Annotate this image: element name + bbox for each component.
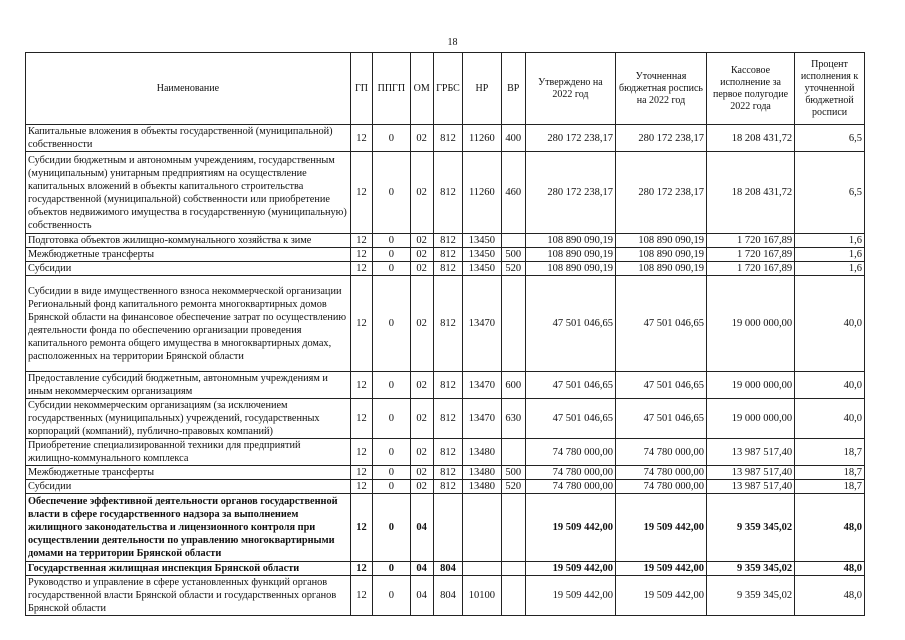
header-refined: Уточненная бюджетная роспись на 2022 год	[615, 53, 706, 125]
cell-om: 04	[410, 576, 433, 616]
cell-np: 13480	[463, 439, 501, 466]
cell-grbs	[433, 494, 462, 562]
cell-grbs: 812	[433, 480, 462, 494]
cell-om: 02	[410, 276, 433, 372]
cell-grbs: 812	[433, 399, 462, 439]
table-row	[26, 576, 865, 616]
cell-ppgp: 0	[373, 494, 410, 562]
cell-approved: 47 501 046,65	[525, 372, 615, 399]
cell-vr	[501, 562, 525, 576]
header-grbs: ГРБС	[433, 53, 462, 125]
cell-np: 10100	[463, 576, 501, 616]
cell-grbs: 812	[433, 125, 462, 152]
cell-ppgp: 0	[373, 125, 410, 152]
cell-percent: 40,0	[795, 372, 865, 399]
cell-vr	[501, 494, 525, 562]
cell-percent: 18,7	[795, 466, 865, 480]
cell-name: Приобретение специализированной техники для предприятий жилищно-коммунального комплекса	[26, 439, 351, 466]
cell-ppgp: 0	[373, 466, 410, 480]
table-row	[26, 399, 865, 439]
cell-percent: 48,0	[795, 576, 865, 616]
cell-np: 13480	[463, 480, 501, 494]
cell-name: Субсидии	[26, 262, 351, 276]
cell-name: Субсидии в виде имущественного взноса некоммерческой организации Региональный фонд капитального ремонта многоквартирных домов Брянской области на финансовое обеспечение затрат по осуществлению деятельности фонда по обеспечению организации проведения капитального ремонта общего имущества в многоквартирных домах, расположенных на территории Брянской области	[26, 276, 351, 372]
cell-grbs: 812	[433, 248, 462, 262]
table-row	[26, 372, 865, 399]
cell-percent: 18,7	[795, 480, 865, 494]
cell-om: 04	[410, 562, 433, 576]
cell-gp: 12	[350, 276, 372, 372]
cell-grbs: 812	[433, 152, 462, 234]
cell-percent: 1,6	[795, 234, 865, 248]
header-name: Наименование	[26, 53, 351, 125]
cell-name: Субсидии	[26, 480, 351, 494]
cell-refined: 108 890 090,19	[615, 234, 706, 248]
table-row	[26, 466, 865, 480]
cell-np	[463, 494, 501, 562]
cell-vr	[501, 439, 525, 466]
cell-gp: 12	[350, 152, 372, 234]
cell-vr: 460	[501, 152, 525, 234]
table-row	[26, 480, 865, 494]
cell-om: 02	[410, 480, 433, 494]
cell-refined: 47 501 046,65	[615, 276, 706, 372]
cell-ppgp: 0	[373, 576, 410, 616]
cell-approved: 108 890 090,19	[525, 262, 615, 276]
cell-percent: 1,6	[795, 262, 865, 276]
header-vr: ВР	[501, 53, 525, 125]
cell-percent: 18,7	[795, 439, 865, 466]
table-row	[26, 248, 865, 262]
page-number: 18	[447, 37, 458, 48]
cell-approved: 108 890 090,19	[525, 234, 615, 248]
cell-np: 13450	[463, 248, 501, 262]
cell-refined: 47 501 046,65	[615, 399, 706, 439]
header-row	[26, 53, 865, 125]
table-row	[26, 234, 865, 248]
cell-cash: 13 987 517,40	[707, 480, 795, 494]
cell-gp: 12	[350, 399, 372, 439]
cell-grbs: 812	[433, 439, 462, 466]
cell-om: 02	[410, 234, 433, 248]
cell-np: 11260	[463, 152, 501, 234]
cell-ppgp: 0	[373, 562, 410, 576]
header-percent: Процент исполнения к уточненной бюджетной росписи	[795, 53, 865, 125]
cell-refined: 108 890 090,19	[615, 262, 706, 276]
cell-ppgp: 0	[373, 248, 410, 262]
cell-refined: 19 509 442,00	[615, 494, 706, 562]
cell-name: Государственная жилищная инспекция Брянской области	[26, 562, 351, 576]
cell-approved: 19 509 442,00	[525, 494, 615, 562]
cell-gp: 12	[350, 372, 372, 399]
cell-ppgp: 0	[373, 276, 410, 372]
cell-name: Подготовка объектов жилищно-коммунального хозяйства к зиме	[26, 234, 351, 248]
cell-cash: 19 000 000,00	[707, 372, 795, 399]
cell-percent: 6,5	[795, 125, 865, 152]
cell-percent: 1,6	[795, 248, 865, 262]
cell-cash: 9 359 345,02	[707, 562, 795, 576]
cell-vr: 500	[501, 466, 525, 480]
cell-vr	[501, 576, 525, 616]
cell-np: 13470	[463, 399, 501, 439]
table-row	[26, 125, 865, 152]
cell-cash: 18 208 431,72	[707, 125, 795, 152]
cell-om: 02	[410, 372, 433, 399]
cell-approved: 108 890 090,19	[525, 248, 615, 262]
cell-grbs: 812	[433, 372, 462, 399]
cell-grbs: 812	[433, 466, 462, 480]
header-ppgp: ППГП	[373, 53, 410, 125]
budget-table	[25, 52, 865, 616]
cell-np: 13450	[463, 262, 501, 276]
cell-np: 13470	[463, 372, 501, 399]
cell-grbs: 812	[433, 262, 462, 276]
cell-cash: 1 720 167,89	[707, 234, 795, 248]
cell-gp: 12	[350, 562, 372, 576]
cell-approved: 74 780 000,00	[525, 480, 615, 494]
table-body	[26, 125, 865, 616]
cell-name: Субсидии бюджетным и автономным учреждениям, государственным (муниципальным) унитарным предприятиям на осуществление капитальных вложений в объекты капитального строительства государственной (муниципальной) собственности или приобретение объектов недвижимого имущества в государственную (муниципальную) собственность	[26, 152, 351, 234]
cell-approved: 19 509 442,00	[525, 562, 615, 576]
cell-om: 02	[410, 262, 433, 276]
cell-refined: 280 172 238,17	[615, 125, 706, 152]
cell-np: 11260	[463, 125, 501, 152]
cell-name: Обеспечение эффективной деятельности органов государственной власти в сфере государственного надзора за выполнением жилищного законодательства и лицензионного контроля при осуществлении деятельности по управлению многоквартирными домами на территории Брянской области	[26, 494, 351, 562]
cell-gp: 12	[350, 234, 372, 248]
cell-ppgp: 0	[373, 372, 410, 399]
cell-gp: 12	[350, 125, 372, 152]
cell-gp: 12	[350, 248, 372, 262]
table-row	[26, 152, 865, 234]
cell-vr	[501, 276, 525, 372]
cell-refined: 280 172 238,17	[615, 152, 706, 234]
cell-cash: 13 987 517,40	[707, 466, 795, 480]
cell-cash: 19 000 000,00	[707, 399, 795, 439]
cell-percent: 48,0	[795, 562, 865, 576]
cell-cash: 9 359 345,02	[707, 576, 795, 616]
cell-np	[463, 562, 501, 576]
cell-np: 13470	[463, 276, 501, 372]
header-cash: Кассовое исполнение за первое полугодие 2022 года	[707, 53, 795, 125]
cell-gp: 12	[350, 480, 372, 494]
cell-grbs: 812	[433, 276, 462, 372]
table-row	[26, 439, 865, 466]
cell-name: Субсидии некоммерческим организациям (за исключением государственных (муниципальных) учреждений, государственных корпораций (компаний), публично-правовых компаний)	[26, 399, 351, 439]
cell-cash: 1 720 167,89	[707, 262, 795, 276]
cell-approved: 74 780 000,00	[525, 439, 615, 466]
cell-gp: 12	[350, 466, 372, 480]
cell-np: 13450	[463, 234, 501, 248]
header-np: НР	[463, 53, 501, 125]
cell-ppgp: 0	[373, 399, 410, 439]
cell-name: Руководство и управление в сфере установленных функций органов государственной власти Брянской области и государственных органов Брянской области	[26, 576, 351, 616]
cell-refined: 47 501 046,65	[615, 372, 706, 399]
cell-om: 02	[410, 125, 433, 152]
table-row	[26, 562, 865, 576]
cell-cash: 9 359 345,02	[707, 494, 795, 562]
cell-approved: 19 509 442,00	[525, 576, 615, 616]
header-om: ОМ	[410, 53, 433, 125]
cell-percent: 40,0	[795, 399, 865, 439]
cell-name: Межбюджетные трансферты	[26, 466, 351, 480]
cell-om: 04	[410, 494, 433, 562]
cell-approved: 47 501 046,65	[525, 399, 615, 439]
cell-vr: 520	[501, 262, 525, 276]
cell-percent: 6,5	[795, 152, 865, 234]
cell-grbs: 812	[433, 234, 462, 248]
cell-name: Предоставление субсидий бюджетным, автономным учреждениям и иным некоммерческим организациям	[26, 372, 351, 399]
cell-name: Капитальные вложения в объекты государственной (муниципальной) собственности	[26, 125, 351, 152]
cell-vr: 400	[501, 125, 525, 152]
cell-name: Межбюджетные трансферты	[26, 248, 351, 262]
cell-ppgp: 0	[373, 262, 410, 276]
table-row	[26, 262, 865, 276]
cell-refined: 19 509 442,00	[615, 562, 706, 576]
cell-np: 13480	[463, 466, 501, 480]
table-row	[26, 494, 865, 562]
cell-gp: 12	[350, 576, 372, 616]
cell-refined: 19 509 442,00	[615, 576, 706, 616]
cell-om: 02	[410, 439, 433, 466]
cell-refined: 74 780 000,00	[615, 439, 706, 466]
cell-om: 02	[410, 466, 433, 480]
cell-percent: 40,0	[795, 276, 865, 372]
cell-grbs: 804	[433, 562, 462, 576]
cell-approved: 47 501 046,65	[525, 276, 615, 372]
cell-om: 02	[410, 152, 433, 234]
cell-refined: 108 890 090,19	[615, 248, 706, 262]
cell-ppgp: 0	[373, 234, 410, 248]
cell-cash: 13 987 517,40	[707, 439, 795, 466]
cell-refined: 74 780 000,00	[615, 466, 706, 480]
header-gp: ГП	[350, 53, 372, 125]
cell-gp: 12	[350, 439, 372, 466]
header-approved: Утверждено на 2022 год	[525, 53, 615, 125]
cell-vr: 630	[501, 399, 525, 439]
cell-gp: 12	[350, 494, 372, 562]
cell-cash: 18 208 431,72	[707, 152, 795, 234]
cell-ppgp: 0	[373, 480, 410, 494]
cell-vr: 500	[501, 248, 525, 262]
cell-ppgp: 0	[373, 152, 410, 234]
cell-gp: 12	[350, 262, 372, 276]
cell-vr	[501, 234, 525, 248]
cell-approved: 280 172 238,17	[525, 125, 615, 152]
cell-vr: 600	[501, 372, 525, 399]
cell-percent: 48,0	[795, 494, 865, 562]
cell-approved: 280 172 238,17	[525, 152, 615, 234]
cell-grbs: 804	[433, 576, 462, 616]
cell-approved: 74 780 000,00	[525, 466, 615, 480]
cell-om: 02	[410, 248, 433, 262]
cell-refined: 74 780 000,00	[615, 480, 706, 494]
cell-om: 02	[410, 399, 433, 439]
cell-vr: 520	[501, 480, 525, 494]
cell-ppgp: 0	[373, 439, 410, 466]
table-row	[26, 276, 865, 372]
cell-cash: 19 000 000,00	[707, 276, 795, 372]
cell-cash: 1 720 167,89	[707, 248, 795, 262]
